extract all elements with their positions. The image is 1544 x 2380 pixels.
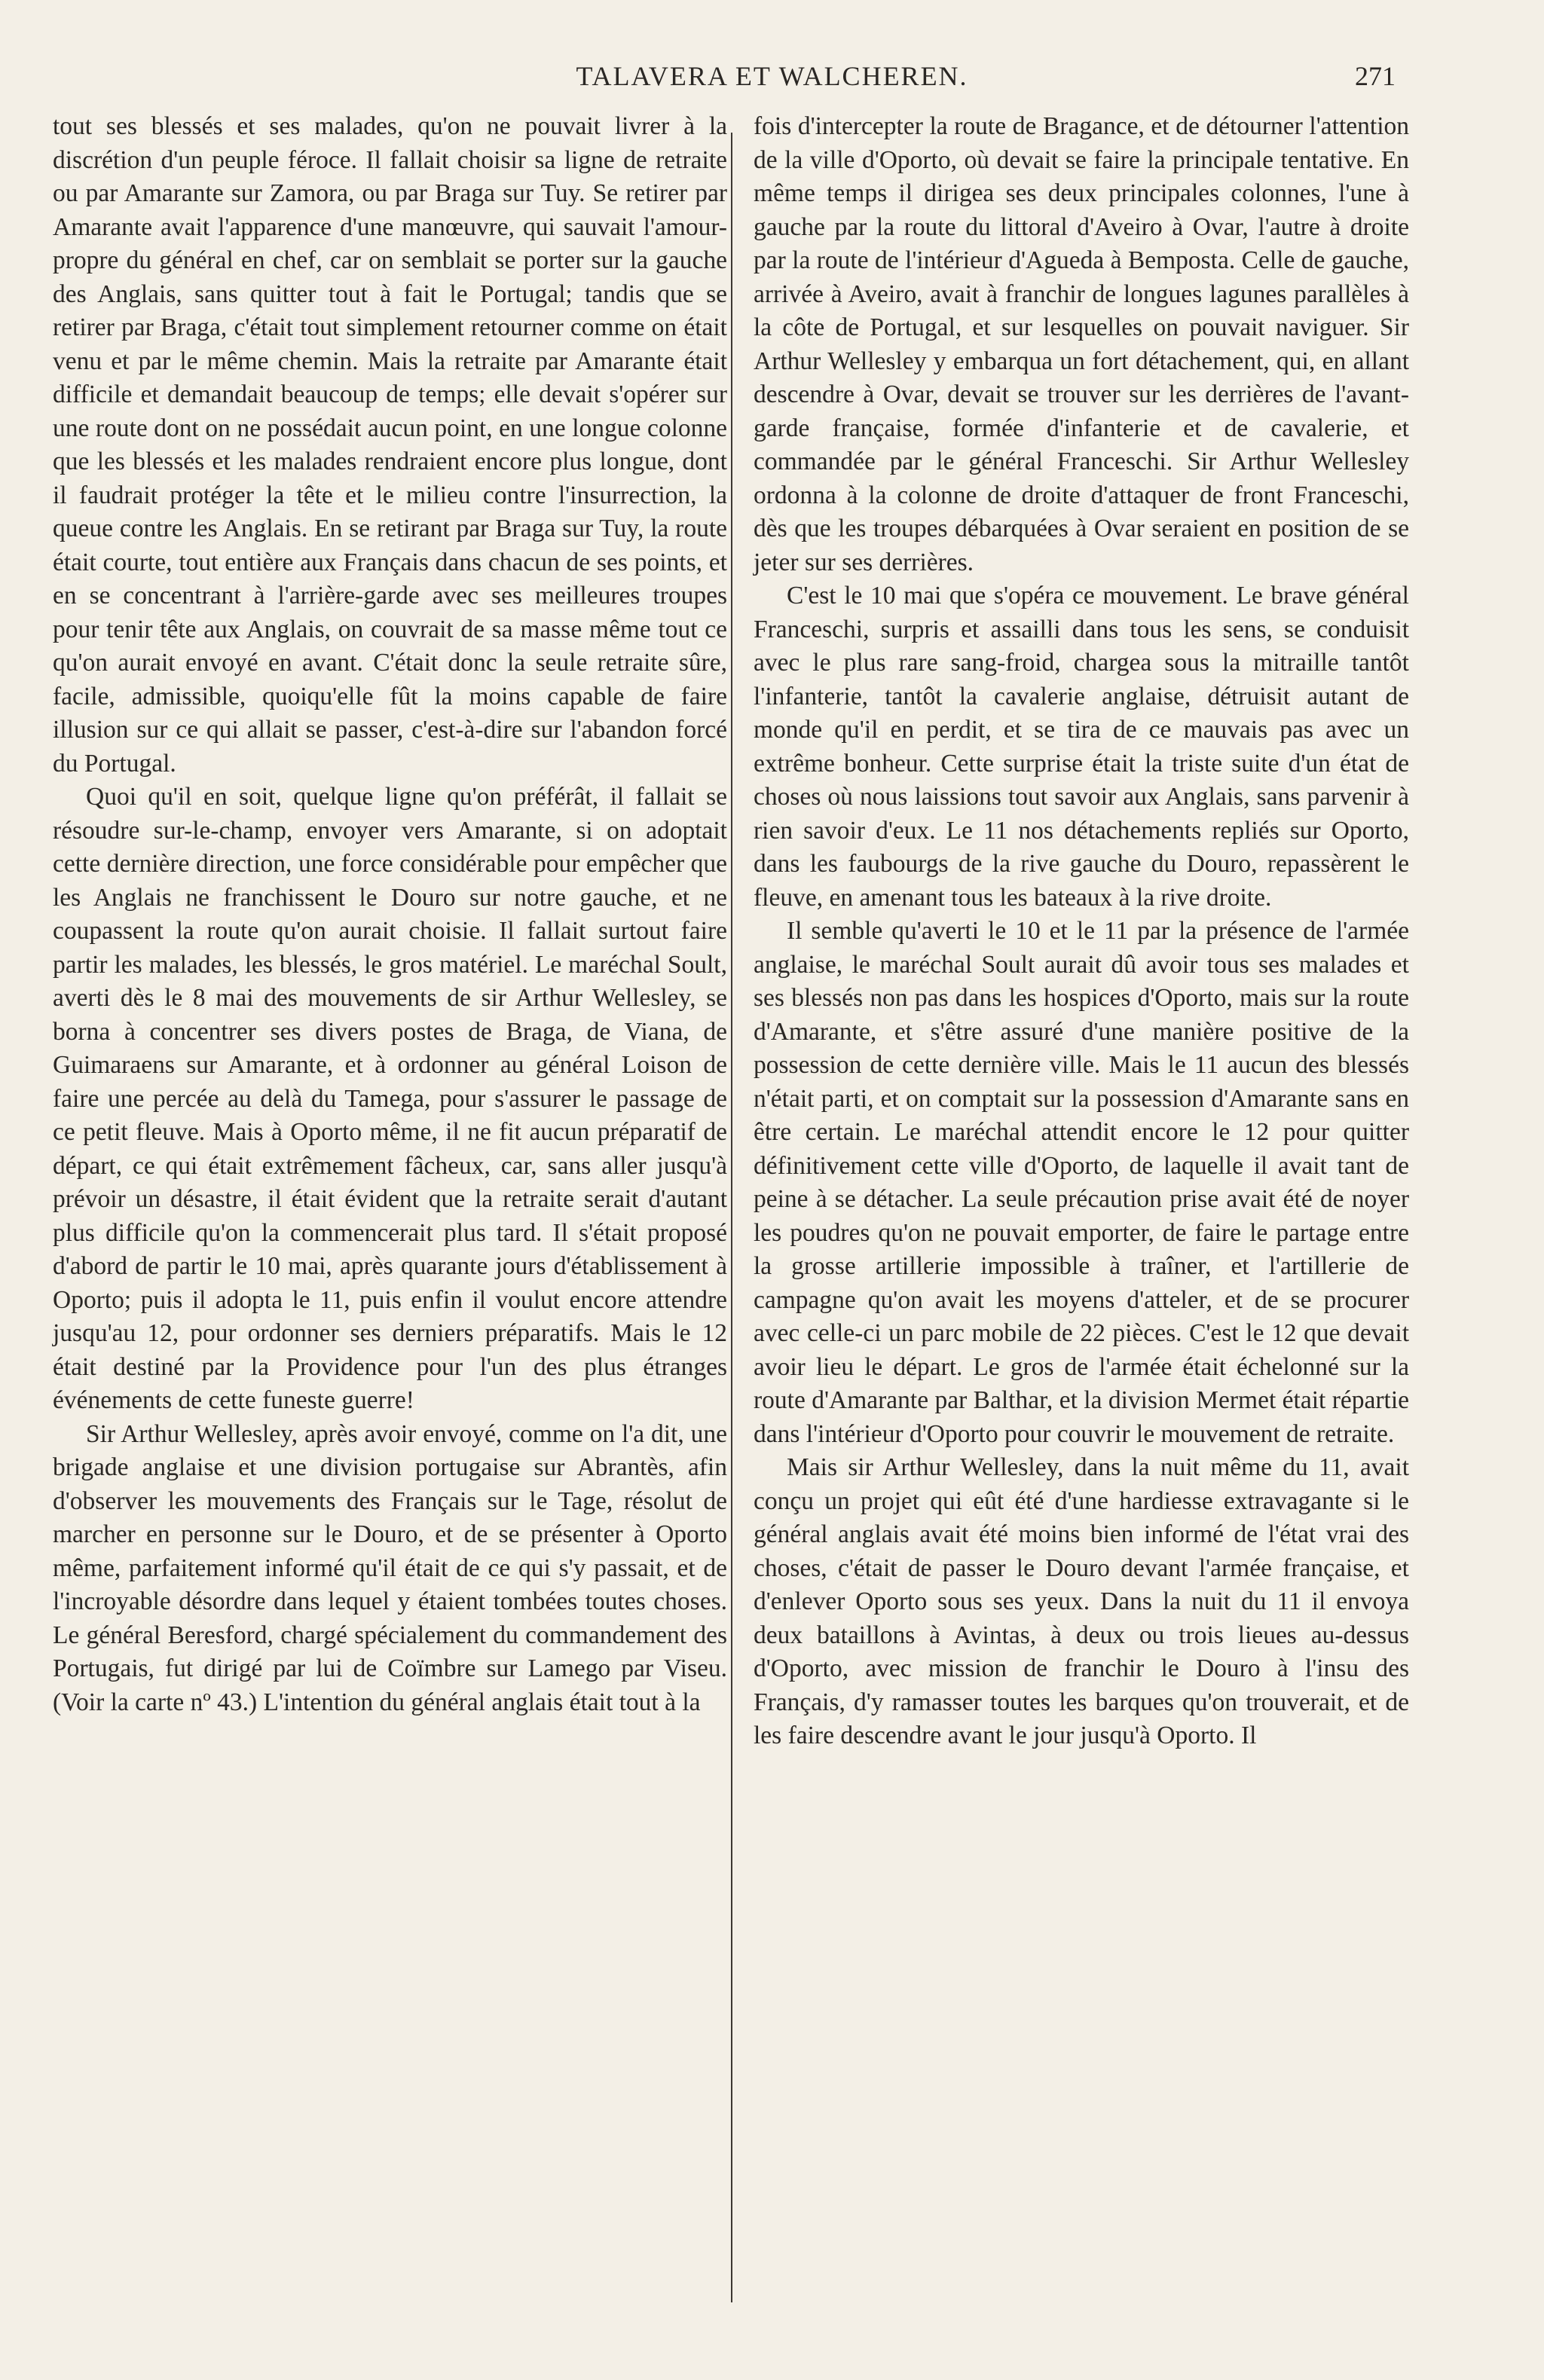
right-paragraph-2: C'est le 10 mai que s'opéra ce mouvement. Le brave général Franceschi, surpris et assailli dans tous les sens, se conduisit avec le plus rare sang-froid, chargea sous la mitraille tantôt l'infanterie, tantôt la cavalerie anglaise, détruisit autant de monde qu'il en perdit, et se tira de ce mauvais pas avec un extrême bonheur. Cette surprise était la triste suite d'un état de choses où nous laissions tout savoir aux Anglais, sans parvenir à rien savoir d'eux. Le 11 nos détachements repliés sur Oporto, dans les faubourgs de la rive gauche du Douro, repassèrent le fleuve, en amenant tous les bateaux à la rive droite.	[754, 582, 1409, 912]
right-paragraph-1: fois d'intercepter la route de Bragance, et de détourner l'attention de la ville d'Oporto, où devait se faire la principale tentative. En même temps il dirigea ses deux principales colonnes, l'une à gauche par la route du littoral d'Aveiro à Ovar, l'autre à droite par la route de l'intérieur d'Agueda à Bemposta. Celle de gauche, arrivée à Aveiro, avait à franchir de longues lagunes parallèles à la côte de Portugal, et sur lesquelles on pouvait naviguer. Sir Arthur Wellesley y embarqua un fort détachement, qui, en allant descendre à Ovar, devait se trouver sur les derrières de l'avant-garde française, formée d'infanterie et de cavalerie, et commandée par le général Franceschi. Sir Arthur Wellesley ordonna à la colonne de droite d'attaquer de front Franceschi, dès que les troupes débarquées à Ovar seraient en position de se jeter sur ses derrières.	[754, 112, 1409, 576]
left-paragraph-2: Quoi qu'il en soit, quelque ligne qu'on préférât, il fallait se résoudre sur-le-champ, envoyer vers Amarante, si on adoptait cette dernière direction, une force considérable pour empêcher que les Anglais ne franchissent le Douro sur notre gauche, et ne coupassent la route qu'on aurait choisie. Il fallait surtout faire partir les malades, les blessés, le gros matériel. Le maréchal Soult, averti dès le 8 mai des mouvements de sir Arthur Wellesley, se borna à concentrer ses divers postes de Braga, de Viana, de Guimaraens sur Amarante, et à ordonner au général Loison de faire une percée au delà du Tamega, pour s'assurer le passage de ce petit fleuve. Mais à Oporto même, il ne fit aucun préparatif de départ, ce qui était extrêmement fâcheux, car, sans aller jusqu'à prévoir un désastre, il était évident que la retraite serait d'autant plus difficile qu'on la commencerait plus tard. Il s'était proposé d'abord de partir le 10 mai, après quarante jours d'établissement à Oporto; puis il adopta le 11, puis enfin il voulut encore attendre jusqu'au 12, pour ordonner ses derniers préparatifs. Mais le 12 était destiné par la Providence pour l'un des plus étranges événements de cette funeste guerre!	[53, 783, 727, 1414]
right-paragraph-3: Il semble qu'averti le 10 et le 11 par la présence de l'armée anglaise, le maréchal Soult aurait dû avoir tous ses malades et ses blessés non pas dans les hospices d'Oporto, mais sur la route d'Amarante, et s'être assuré d'une manière positive de la possession de cette dernière ville. Mais le 11 aucun des blessés n'était parti, et on comptait sur la possession d'Amarante sans en être certain. Le maréchal attendit encore le 12 pour quitter définitivement cette ville d'Oporto, de laquelle il avait tant de peine à se détacher. La seule précaution prise avait été de noyer les poudres qu'on ne pouvait emporter, de faire le partage entre la grosse artillerie impossible à traîner, et l'artillerie de campagne qu'on avait les moyens d'atteler, et de se procurer avec celle-ci un parc mobile de 22 pièces. C'est le 12 que devait avoir lieu le départ. Le gros de l'armée était échelonné sur la route d'Amarante par Balthar, et la division Mermet était répartie dans l'intérieur d'Oporto pour couvrir le mouvement de retraite.	[754, 917, 1409, 1448]
column-divider	[731, 133, 732, 2302]
left-paragraph-3: Sir Arthur Wellesley, après avoir envoyé, comme on l'a dit, une brigade anglaise et une division portugaise sur Abrantès, afin d'observer les mouvements des Français sur le Tage, résolut de marcher en personne sur le Douro, et de se présenter à Oporto même, parfaitement informé qu'il était de ce qui s'y passait, et de l'incroyable désordre dans lequel y étaient tombées toutes choses. Le général Beresford, chargé spécialement du commandement des Portugais, fut dirigé par lui de Coïmbre sur Lamego par Viseu. (Voir la carte nº 43.) L'intention du général anglais était tout à la	[53, 1419, 727, 1716]
running-title: TALAVERA ET WALCHEREN.	[576, 61, 968, 91]
right-paragraph-4: Mais sir Arthur Wellesley, dans la nuit même du 11, avait conçu un projet qui eût été d'une hardiesse extravagante si le général anglais avait été moins bien informé de l'état vrai des choses, c'était de passer le Douro devant l'armée française, et d'enlever Oporto sous ses yeux. Dans la nuit du 11 il envoya deux bataillons à Avintas, à deux ou trois lieues au-dessus d'Oporto, avec mission de franchir le Douro à l'insu des Français, d'y ramasser toutes les barques qu'on trouverait, et de les faire descendre avant le jour jusqu'à Oporto. Il	[754, 1453, 1409, 1749]
left-paragraph-1: tout ses blessés et ses malades, qu'on ne pouvait livrer à la discrétion d'un peuple féroce. Il fallait choisir sa ligne de retraite ou par Amarante sur Zamora, ou par Braga sur Tuy. Se retirer par Amarante avait l'apparence d'une manœuvre, qui sauvait l'amour-propre du général en chef, car on semblait se porter sur la gauche des Anglais, sans quitter tout à fait le Portugal; tandis que se retirer par Braga, c'était tout simplement retourner comme on était venu et par le même chemin. Mais la retraite par Amarante était difficile et demandait beaucoup de temps; elle devait s'opérer sur une route dont on ne possédait aucun point, en une longue colonne que les blessés et les malades rendraient encore plus longue, dont il faudrait protéger la tête et le milieu contre l'insurrection, la queue contre les Anglais. En se retirant par Braga sur Tuy, la route était courte, tout entière aux Français dans chacun de ses points, et en se concentrant à l'arrière-garde avec ses meilleures troupes pour tenir tête aux Anglais, on couvrait de sa masse même tout ce qu'on aurait envoyé en avant. C'était donc la seule retraite sûre, facile, admissible, quoiqu'elle fût la moins capable de faire illusion sur ce qui allait se passer, c'est-à-dire sur l'abandon forcé du Portugal.	[53, 112, 727, 778]
right-column	[754, 110, 1409, 1753]
left-column	[53, 110, 727, 1719]
page-number: 271	[1355, 61, 1396, 91]
